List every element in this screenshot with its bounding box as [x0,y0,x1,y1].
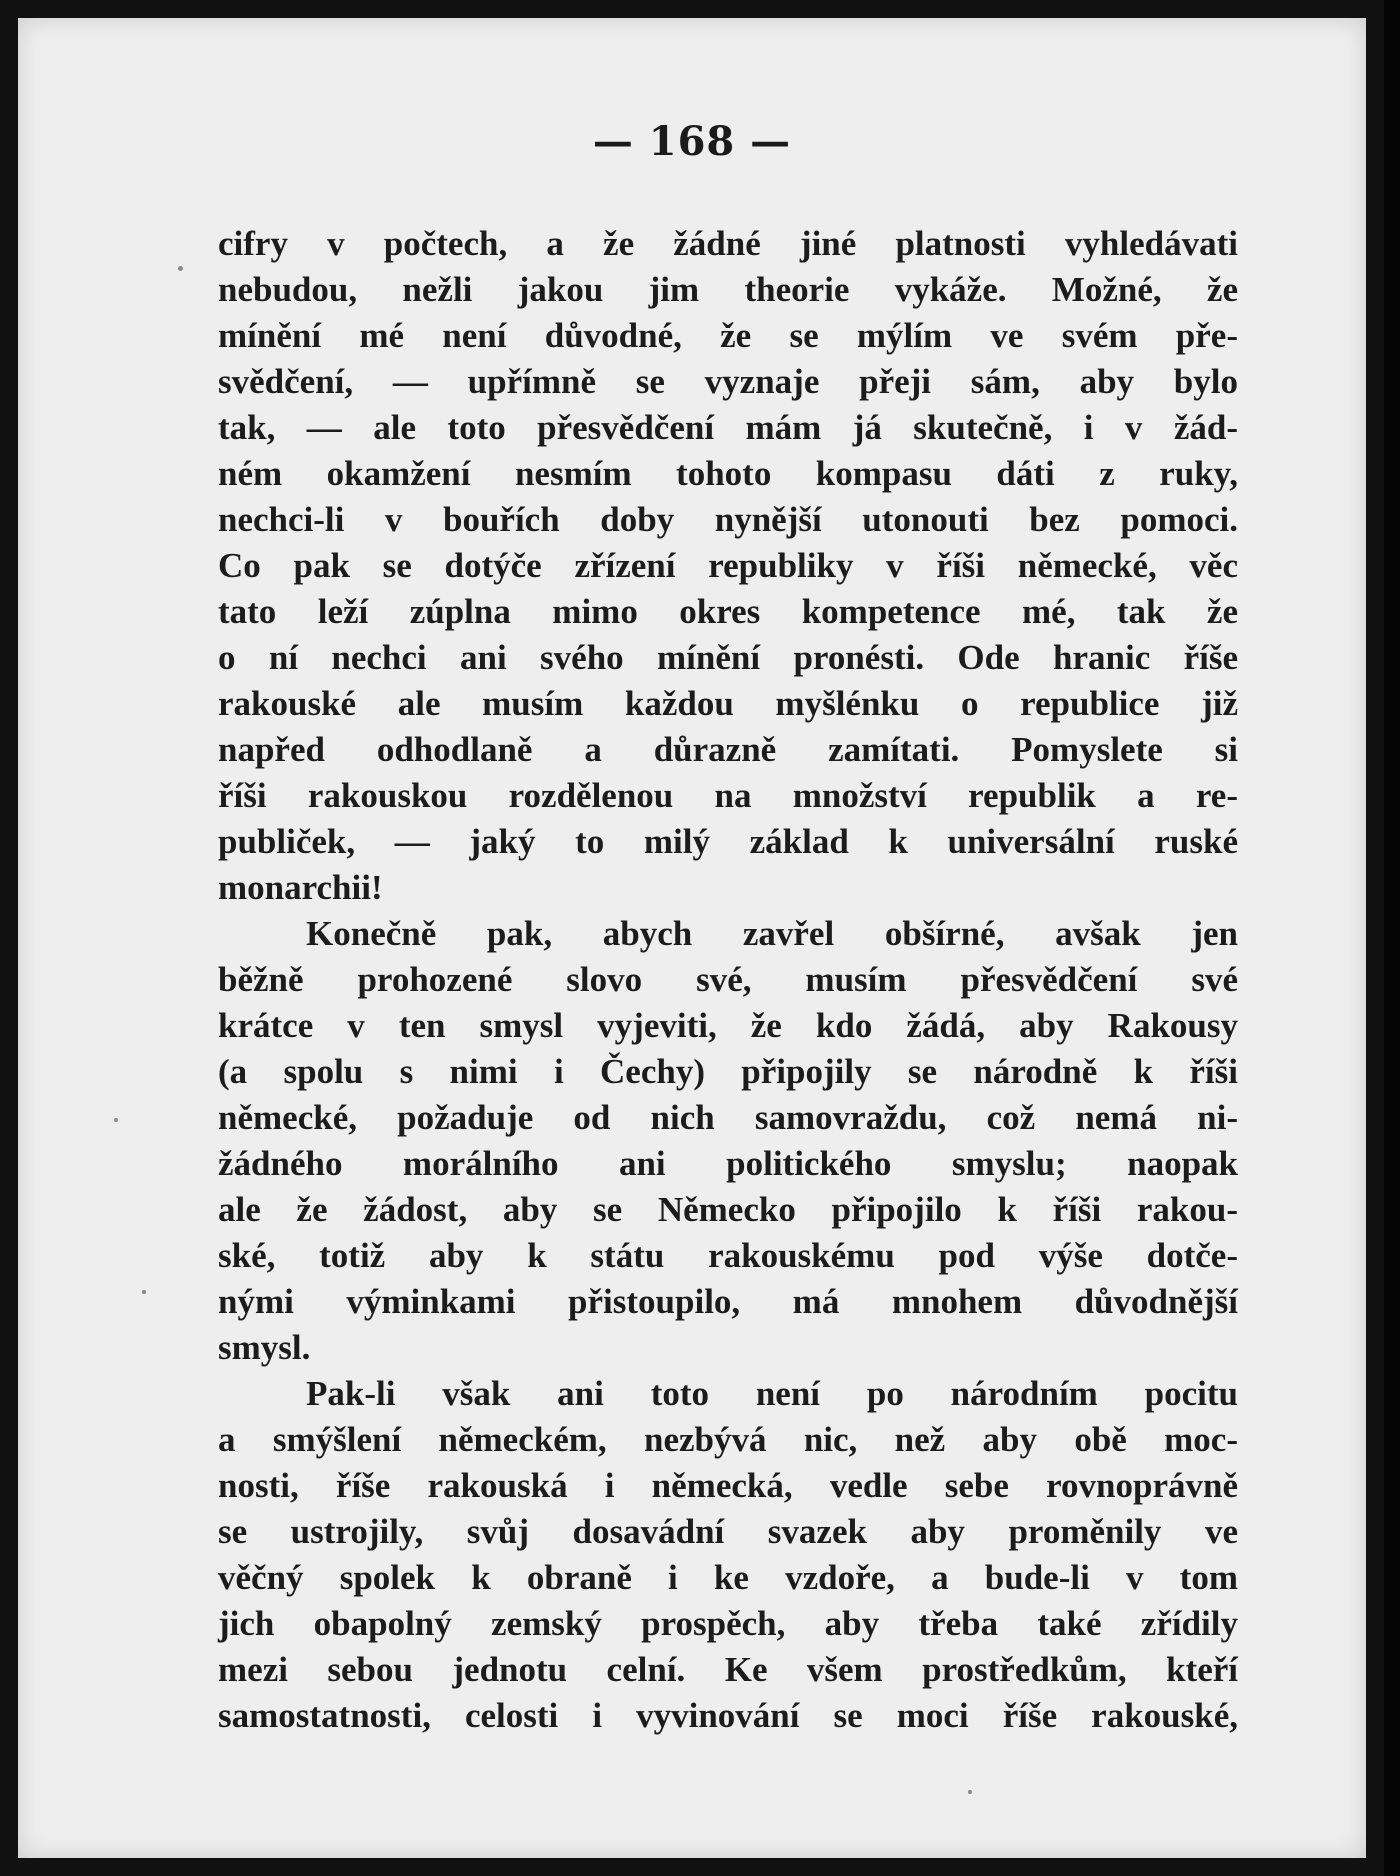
text-line: běžně prohozené slovo své, musím přesvědčení své [218,960,1238,999]
page-text [218,221,1238,1739]
text-line: monarchii! [218,868,383,907]
scan-edge [1384,0,1400,1876]
text-line: věčný spolek k obraně i ke vzdoře, a bude-li v tom [218,1558,1238,1597]
text-line: cifry v počtech, a že žádné jiné platnosti vyhledávati [218,224,1238,263]
text-line: mezi sebou jednotu celní. Ke všem prostředkům, kteří [218,1650,1238,1689]
text-line: (a spolu s nimi i Čechy) připojily se národně k říši [218,1052,1238,1091]
text-line: tak, — ale toto přesvědčení mám já skutečně, i v žád- [218,408,1238,447]
text-line: krátce v ten smysl vyjeviti, že kdo žádá, aby Rakousy [218,1006,1238,1045]
text-line: německé, požaduje od nich samovraždu, což nemá ni- [218,1098,1238,1137]
text-line: a smýšlení německém, nezbývá nic, než aby obě moc- [218,1420,1238,1459]
text-line: publiček, — jaký to milý základ k universální ruské [218,822,1238,861]
text-line: svědčení, — upřímně se vyznaje přeji sám, aby bylo [218,362,1238,401]
text-line: nechci-li v bouřích doby nynější utonouti bez pomoci. [218,500,1238,539]
text-line: nosti, říše rakouská i německá, vedle sebe rovnoprávně [218,1466,1238,1505]
text-line: smysl. [218,1328,311,1367]
text-line: rakouské ale musím každou myšlénku o republice již [218,684,1238,723]
text-line: se ustrojily, svůj dosavádní svazek aby proměnily ve [218,1512,1238,1551]
text-line: Konečně pak, abych zavřel obšírné, avšak jen [306,914,1238,953]
text-line: samostatnosti, celosti i vyvinování se moci říše rakouské, [218,1696,1238,1735]
text-line: mínění mé není důvodné, že se mýlím ve svém pře- [218,316,1238,355]
text-line: nými výminkami přistoupilo, má mnohem důvodnější [218,1282,1238,1321]
text-line: o ní nechci ani svého mínění pronésti. Ode hranic říše [218,638,1238,677]
page-number: — 168 — [592,118,792,165]
paper-speck [142,1290,146,1294]
text-line: tato leží zúplna mimo okres kompetence mé, tak že [218,592,1238,631]
book-page [18,18,1366,1858]
text-line: žádného morálního ani politického smyslu; naopak [218,1144,1238,1183]
text-line: ném okamžení nesmím tohoto kompasu dáti z ruky, [218,454,1238,493]
text-line: Pak-li však ani toto není po národním pocitu [306,1374,1238,1413]
text-line: napřed odhodlaně a důrazně zamítati. Pomyslete si [218,730,1238,769]
text-line: říši rakouskou rozdělenou na množství republik a re- [218,776,1238,815]
text-line: jich obapolný zemský prospěch, aby třeba také zřídily [218,1604,1238,1643]
paper-speck [114,1118,118,1122]
paper-speck [178,266,183,271]
text-line: nebudou, nežli jakou jim theorie vykáže. Možné, že [218,270,1238,309]
text-line: ské, totiž aby k státu rakouskému pod výše dotče- [218,1236,1238,1275]
text-line: Co pak se dotýče zřízení republiky v říši německé, věc [218,546,1238,585]
text-line: ale že žádost, aby se Německo připojilo k říši rakou- [218,1190,1238,1229]
paper-speck [968,1790,972,1794]
